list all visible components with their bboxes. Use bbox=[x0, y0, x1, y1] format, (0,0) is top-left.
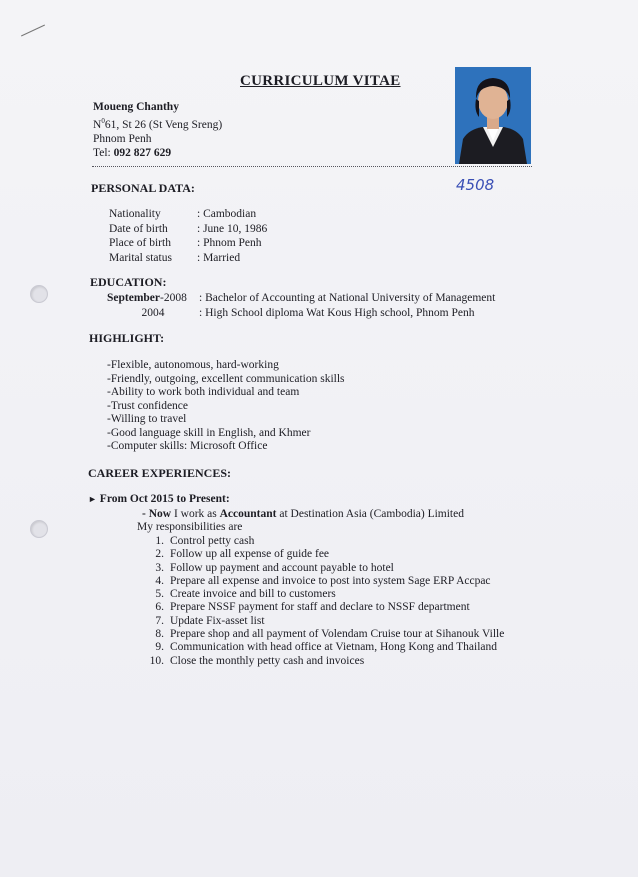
portrait-photo bbox=[455, 67, 531, 164]
responsibility-number: 6. bbox=[155, 601, 164, 614]
responsibility-item bbox=[140, 641, 504, 654]
phone-line: Tel: 092 827 629 bbox=[93, 146, 172, 159]
highlight-item: -Friendly, outgoing, excellent communication skills bbox=[107, 372, 345, 385]
responsibility-text: Control petty cash bbox=[170, 535, 255, 547]
personal-data-row bbox=[109, 208, 256, 220]
responsibility-number: 10. bbox=[149, 654, 164, 667]
city-line: Phnom Penh bbox=[93, 132, 152, 145]
personal-data-label: Date of birth bbox=[109, 222, 168, 235]
responsibility-item bbox=[140, 548, 504, 561]
responsibility-number: 3. bbox=[155, 561, 164, 574]
responsibility-number: 5. bbox=[155, 588, 164, 601]
personal-data-value: : Married bbox=[197, 251, 241, 264]
responsibility-text: Communication with head office at Vietnam, Hong Kong and Thailand bbox=[170, 641, 497, 654]
responsibility-item bbox=[140, 562, 504, 575]
responsibility-item bbox=[140, 588, 504, 601]
personal-data-label: Marital status bbox=[109, 251, 172, 264]
highlight-item: -Flexible, autonomous, hard-working bbox=[107, 359, 279, 371]
career-heading: CAREER EXPERIENCES: bbox=[88, 466, 232, 480]
education-date: September-2008 bbox=[107, 292, 187, 304]
highlight-item: -Computer skills: Microsoft Office bbox=[107, 440, 268, 452]
responsibility-text: Create invoice and bill to customers bbox=[170, 588, 336, 601]
address-line: $N^061$, St 26 (St Veng Sreng) bbox=[93, 117, 223, 131]
personal-data-heading: PERSONAL DATA: bbox=[91, 181, 195, 195]
education-date: 2004 bbox=[141, 307, 165, 319]
responsibilities-label: My responsibilities are bbox=[137, 521, 243, 533]
highlight-heading: HIGHLIGHT: bbox=[89, 331, 165, 345]
responsibility-text: Follow up payment and account payable to hotel bbox=[170, 561, 394, 574]
responsibility-text: Prepare all expense and invoice to post into system Sage ERP Accpac bbox=[170, 574, 491, 587]
header-divider bbox=[92, 166, 532, 167]
responsibilities-list bbox=[140, 535, 504, 668]
pen-mark bbox=[21, 25, 45, 37]
responsibility-number: 9. bbox=[155, 641, 164, 654]
education-row bbox=[107, 307, 475, 319]
responsibility-item bbox=[140, 615, 504, 628]
punch-hole-bottom bbox=[30, 520, 48, 538]
punch-hole-top bbox=[30, 285, 48, 303]
responsibility-number: 1. bbox=[155, 535, 164, 547]
responsibility-item bbox=[140, 535, 504, 548]
highlight-item: -Good language skill in English, and Khmer bbox=[107, 426, 311, 439]
responsibility-number: 4. bbox=[155, 574, 164, 587]
responsibility-item bbox=[140, 601, 504, 614]
candidate-name: Moueng Chanthy bbox=[93, 101, 179, 113]
document-title: CURRICULUM VITAE bbox=[240, 73, 401, 89]
personal-data-row bbox=[109, 252, 240, 264]
responsibility-text: Prepare NSSF payment for staff and declare to NSSF department bbox=[170, 601, 470, 614]
responsibility-text: Prepare shop and all payment of Volendam Cruise tour at Sihanouk Ville bbox=[170, 628, 505, 641]
responsibility-item bbox=[140, 655, 504, 668]
responsibility-number: 7. bbox=[155, 614, 164, 627]
responsibility-item bbox=[140, 575, 504, 588]
education-detail: : Bachelor of Accounting at National University of Management bbox=[199, 292, 496, 304]
personal-data-label: Nationality bbox=[109, 208, 161, 220]
bullet-arrow-icon: ► bbox=[88, 494, 97, 504]
education-heading: EDUCATION: bbox=[90, 275, 167, 289]
personal-data-row bbox=[109, 223, 267, 235]
highlight-item: -Trust confidence bbox=[107, 399, 189, 412]
personal-data-value: : Cambodian bbox=[197, 208, 257, 220]
handwritten-number: 4508 bbox=[456, 176, 495, 194]
education-row bbox=[107, 292, 495, 304]
responsibility-text: Close the monthly petty cash and invoices bbox=[170, 654, 365, 667]
career-period: ► From Oct 2015 to Present: bbox=[88, 493, 230, 505]
contact-block bbox=[93, 100, 222, 160]
responsibility-number: 8. bbox=[155, 628, 164, 641]
personal-data-row bbox=[109, 237, 262, 249]
responsibility-text: Update Fix-asset list bbox=[170, 614, 265, 627]
personal-data-value: : June 10, 1986 bbox=[197, 222, 268, 235]
highlight-item: -Willing to travel bbox=[107, 413, 187, 425]
responsibility-text: Follow up all expense of guide fee bbox=[170, 548, 330, 561]
highlight-list bbox=[107, 359, 345, 454]
responsibility-number: 2. bbox=[155, 548, 164, 561]
personal-data-label: Place of birth bbox=[109, 237, 171, 250]
highlight-item: -Ability to work both individual and team bbox=[107, 386, 300, 398]
responsibility-item bbox=[140, 628, 504, 641]
education-detail: : High School diploma Wat Kous High school, Phnom Penh bbox=[199, 307, 475, 319]
career-current-role: - Now I work as Accountant at Destination Asia (Cambodia) Limited bbox=[142, 508, 464, 520]
personal-data-value: : Phnom Penh bbox=[197, 237, 262, 250]
